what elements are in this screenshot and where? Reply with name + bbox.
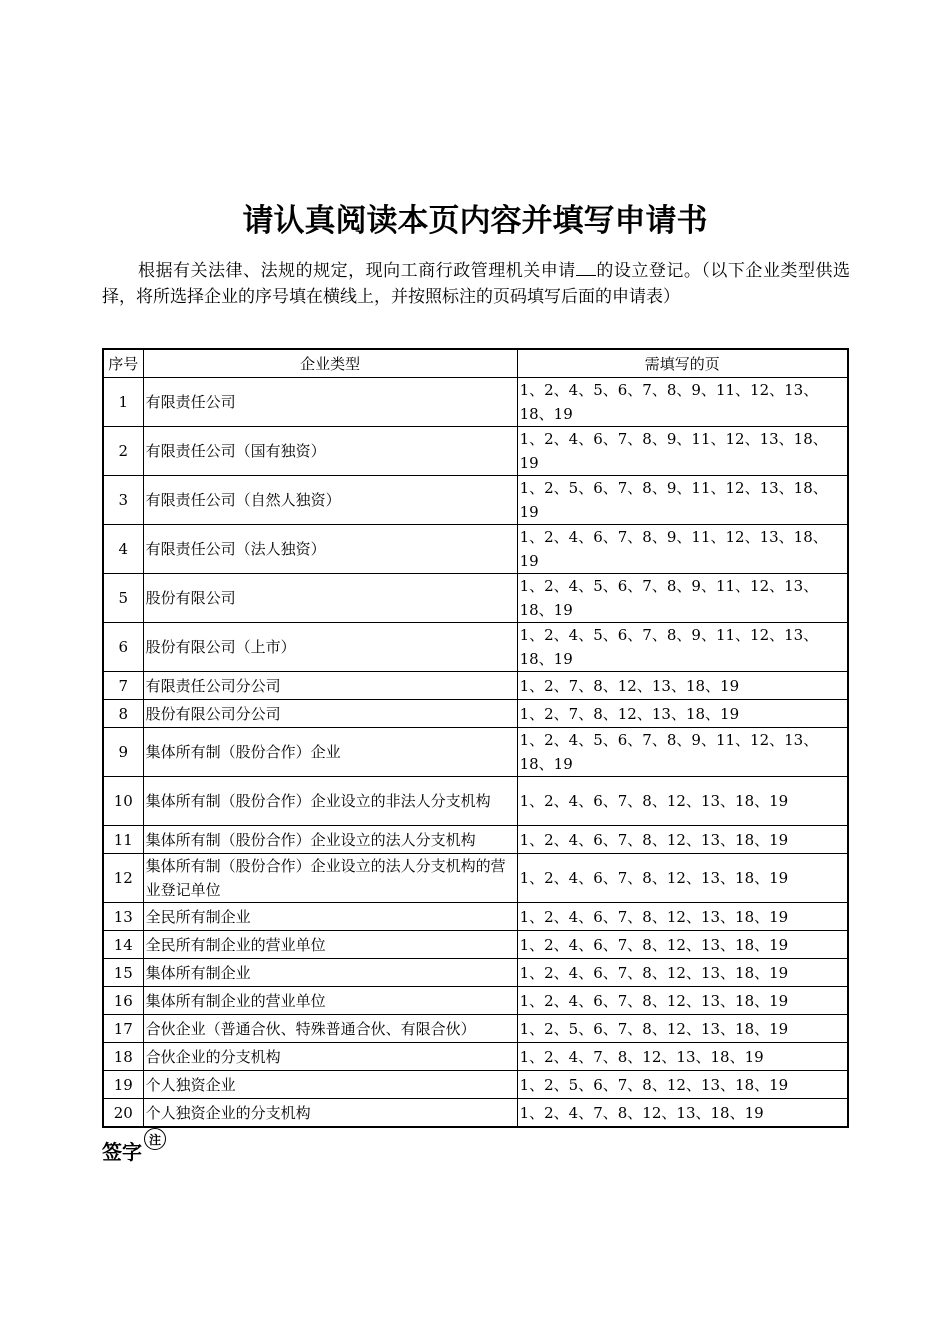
table-row <box>103 700 848 728</box>
row-pages: 1、2、4、6、7、8、12、13、18、19 <box>517 777 848 826</box>
row-enterprise-type: 全民所有制企业 <box>143 903 517 931</box>
table-row <box>103 987 848 1015</box>
row-number: 5 <box>103 574 143 623</box>
row-enterprise-type: 集体所有制（股份合作）企业设立的法人分支机构 <box>143 826 517 854</box>
row-number: 9 <box>103 728 143 777</box>
row-number: 11 <box>103 826 143 854</box>
row-enterprise-type: 有限责任公司（自然人独资） <box>143 476 517 525</box>
row-number: 20 <box>103 1099 143 1128</box>
table-row <box>103 959 848 987</box>
row-enterprise-type: 集体所有制（股份合作）企业设立的法人分支机构的营业登记单位 <box>143 854 517 903</box>
row-number: 12 <box>103 854 143 903</box>
row-number: 15 <box>103 959 143 987</box>
row-enterprise-type: 集体所有制（股份合作）企业 <box>143 728 517 777</box>
table-row <box>103 525 848 574</box>
row-number: 16 <box>103 987 143 1015</box>
row-number: 13 <box>103 903 143 931</box>
row-number: 3 <box>103 476 143 525</box>
row-enterprise-type: 个人独资企业 <box>143 1071 517 1099</box>
table-row <box>103 378 848 427</box>
row-pages: 1、2、4、5、6、7、8、9、11、12、13、18、19 <box>517 378 848 427</box>
row-number: 7 <box>103 672 143 700</box>
table-row <box>103 903 848 931</box>
table-row <box>103 1071 848 1099</box>
table-row <box>103 1043 848 1071</box>
row-enterprise-type: 集体所有制（股份合作）企业设立的非法人分支机构 <box>143 777 517 826</box>
row-enterprise-type: 个人独资企业的分支机构 <box>143 1099 517 1128</box>
row-enterprise-type: 有限责任公司 <box>143 378 517 427</box>
table-row <box>103 672 848 700</box>
row-pages: 1、2、4、5、6、7、8、9、11、12、13、18、19 <box>517 623 848 672</box>
row-number: 17 <box>103 1015 143 1043</box>
row-pages: 1、2、4、7、8、12、13、18、19 <box>517 1043 848 1071</box>
row-enterprise-type: 合伙企业（普通合伙、特殊普通合伙、有限合伙） <box>143 1015 517 1043</box>
row-pages: 1、2、4、6、7、8、12、13、18、19 <box>517 826 848 854</box>
table-row <box>103 826 848 854</box>
row-pages: 1、2、4、5、6、7、8、9、11、12、13、18、19 <box>517 728 848 777</box>
row-enterprise-type: 集体所有制企业 <box>143 959 517 987</box>
row-number: 10 <box>103 777 143 826</box>
intro-text-before: 根据有关法律、法规的规定，现向工商行政管理机关申请 <box>138 261 576 281</box>
row-pages: 1、2、5、6、7、8、9、11、12、13、18、19 <box>517 476 848 525</box>
row-pages: 1、2、4、6、7、8、9、11、12、13、18、19 <box>517 427 848 476</box>
row-pages: 1、2、7、8、12、13、18、19 <box>517 672 848 700</box>
row-number: 2 <box>103 427 143 476</box>
table-row <box>103 623 848 672</box>
enterprise-number-blank[interactable] <box>576 259 596 276</box>
header-number: 序号 <box>103 349 143 378</box>
intro-paragraph <box>102 258 850 310</box>
row-enterprise-type: 集体所有制企业的营业单位 <box>143 987 517 1015</box>
row-pages: 1、2、5、6、7、8、12、13、18、19 <box>517 1071 848 1099</box>
signature-label: 签字 <box>102 1140 142 1164</box>
row-pages: 1、2、4、6、7、8、9、11、12、13、18、19 <box>517 525 848 574</box>
table-row <box>103 574 848 623</box>
row-number: 6 <box>103 623 143 672</box>
row-enterprise-type: 全民所有制企业的营业单位 <box>143 931 517 959</box>
signature-section <box>102 1128 166 1165</box>
row-number: 1 <box>103 378 143 427</box>
row-enterprise-type: 有限责任公司（法人独资） <box>143 525 517 574</box>
table-row <box>103 777 848 826</box>
row-enterprise-type: 合伙企业的分支机构 <box>143 1043 517 1071</box>
row-enterprise-type: 股份有限公司 <box>143 574 517 623</box>
row-pages: 1、2、4、7、8、12、13、18、19 <box>517 1099 848 1128</box>
row-pages: 1、2、5、6、7、8、12、13、18、19 <box>517 1015 848 1043</box>
row-number: 8 <box>103 700 143 728</box>
page-title: 请认真阅读本页内容并填写申请书 <box>242 203 708 239</box>
row-number: 14 <box>103 931 143 959</box>
row-enterprise-type: 有限责任公司分公司 <box>143 672 517 700</box>
row-enterprise-type: 股份有限公司（上市） <box>143 623 517 672</box>
row-pages: 1、2、4、6、7、8、12、13、18、19 <box>517 987 848 1015</box>
row-pages: 1、2、4、6、7、8、12、13、18、19 <box>517 903 848 931</box>
row-number: 18 <box>103 1043 143 1071</box>
table-row <box>103 931 848 959</box>
table-row <box>103 1099 848 1128</box>
table-header-row <box>103 349 848 378</box>
row-enterprise-type: 有限责任公司（国有独资） <box>143 427 517 476</box>
table-row <box>103 854 848 903</box>
table-row <box>103 427 848 476</box>
table-row <box>103 1015 848 1043</box>
row-pages: 1、2、4、5、6、7、8、9、11、12、13、18、19 <box>517 574 848 623</box>
row-number: 4 <box>103 525 143 574</box>
row-pages: 1、2、4、6、7、8、12、13、18、19 <box>517 854 848 903</box>
header-pages: 需填写的页 <box>517 349 848 378</box>
row-number: 19 <box>103 1071 143 1099</box>
header-enterprise-type: 企业类型 <box>143 349 517 378</box>
row-pages: 1、2、4、6、7、8、12、13、18、19 <box>517 959 848 987</box>
note-badge: 注 <box>144 1128 166 1150</box>
intro-text-after: 的设立登记。（以下企业类型供选择，将所选择企业的序号填在横线上，并按照标注的页码填写后面的申请表） <box>102 261 850 307</box>
row-enterprise-type: 股份有限公司分公司 <box>143 700 517 728</box>
row-pages: 1、2、4、6、7、8、12、13、18、19 <box>517 931 848 959</box>
row-pages: 1、2、7、8、12、13、18、19 <box>517 700 848 728</box>
table-row <box>103 476 848 525</box>
enterprise-type-table <box>102 348 849 1128</box>
table-row <box>103 728 848 777</box>
